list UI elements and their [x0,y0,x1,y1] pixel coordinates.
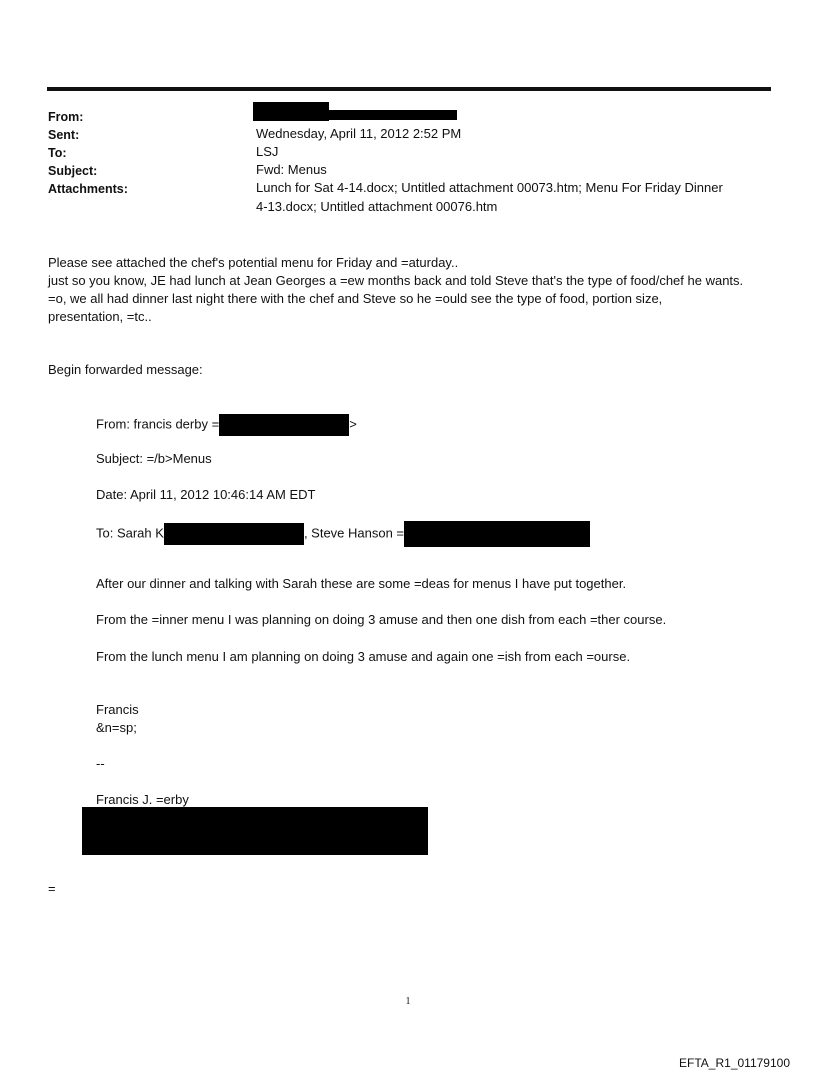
forwarded-to-redaction-1 [164,523,304,545]
signature-name: Francis [96,702,139,717]
forwarded-date: Date: April 11, 2012 10:46:14 AM EDT [96,487,316,502]
document-id: EFTA_R1_01179100 [679,1056,790,1070]
to-value: LSJ [256,144,279,159]
from-redaction [253,102,329,121]
subject-label: Subject: [48,164,98,178]
body-line-2: just so you know, JE had lunch at Jean Georges a =ew months back and told Steve that's the type of food/chef he wants. [48,273,744,288]
forwarded-to-redaction-2 [404,521,590,547]
forwarded-from-prefix: From: francis derby = [96,416,220,432]
page-number: 1 [405,996,411,1007]
forwarded-paragraph-2: From the =inner menu I was planning on doing 3 amuse and then one dish from each =ther course. [96,612,667,627]
signature-nbsp: &n=sp; [96,720,137,735]
forwarded-paragraph-1: After our dinner and talking with Sarah these are some =deas for menus I have put together. [96,576,627,591]
body-line-4: presentation, =tc.. [48,309,152,324]
subject-value: Fwd: Menus [256,162,327,177]
signature-redaction [82,807,428,855]
signature-full-name: Francis J. =erby [96,792,189,807]
from-redaction-email [329,110,457,120]
forwarded-to-prefix: To: Sarah K [96,525,164,541]
attachments-value-line2: 4-13.docx; Untitled attachment 00076.htm [256,199,498,214]
begin-forwarded-label: Begin forwarded message: [48,362,203,377]
attachments-label: Attachments: [48,182,128,196]
forwarded-to-middle: , Steve Hanson = [303,525,405,541]
forwarded-from-line [96,414,357,436]
forwarded-from-suffix: > [349,416,357,432]
sent-value: Wednesday, April 11, 2012 2:52 PM [256,126,462,141]
body-line-3: =o, we all had dinner last night there with the chef and Steve so he =ould see the type of food, portion size, [48,291,663,306]
to-label: To: [48,146,67,160]
header-rule [47,87,771,91]
forwarded-from-redaction [219,414,349,436]
forwarded-to-line [96,521,590,547]
signature-dashes: -- [96,756,105,771]
trailing-equals: = [48,881,56,896]
forwarded-paragraph-3: From the lunch menu I am planning on doing 3 amuse and again one =ish from each =ourse. [96,649,631,664]
sent-label: Sent: [48,128,80,142]
body-line-1: Please see attached the chef's potential menu for Friday and =aturday.. [48,255,459,270]
attachments-value-line1: Lunch for Sat 4-14.docx; Untitled attachment 00073.htm; Menu For Friday Dinner [256,180,723,195]
forwarded-subject: Subject: =/b>Menus [96,451,212,466]
from-label: From: [48,110,84,124]
